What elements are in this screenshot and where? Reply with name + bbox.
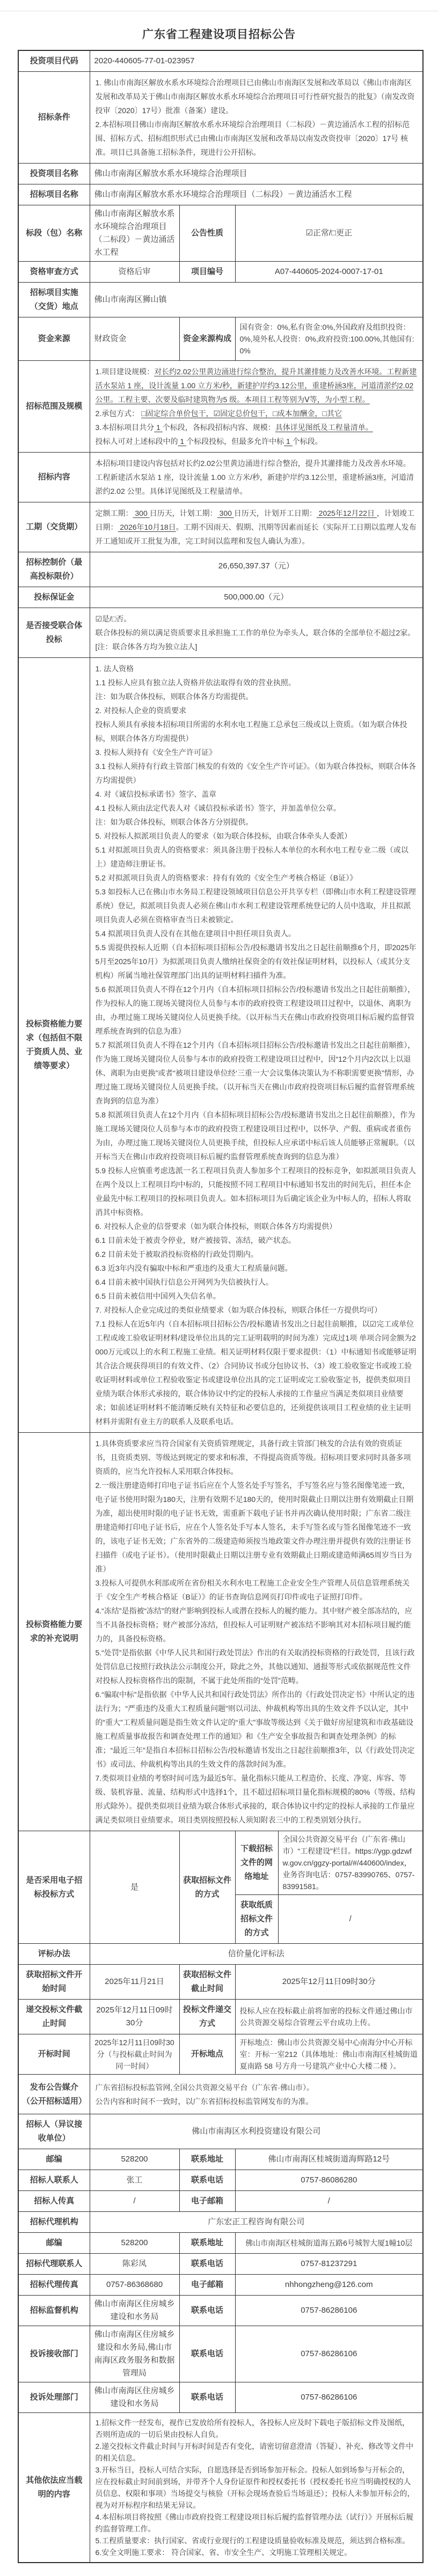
row-investment-code xyxy=(18,50,423,72)
row-section-name xyxy=(18,205,423,262)
label-consortium: 是否接受联合体投标 xyxy=(18,608,90,658)
row-control-price xyxy=(18,552,423,587)
label-evaluation-method: 评标办法 xyxy=(18,1944,90,1965)
value-funding-composition: 国有资金：0%,私有资金:0%,外国政府及组织投资：0%,境外私人投资：0%,政府投资:100.00%,其他国有:0% xyxy=(235,317,423,361)
paragraph: 5.2 对拟派项目负责人的资格要求：持有有效的《安全生产考核合格证（B证）》 xyxy=(95,874,357,882)
label-agency-postcode: 邮编 xyxy=(18,2233,90,2254)
paragraph: 2.递交投标文件截止时间与开标时间是否有变化，请密切留意澄清（答疑）、补充、修改等文件中的相关信息。 xyxy=(95,2442,414,2462)
value-doc-deadline: 2025年12月11日09时30分 xyxy=(235,1965,423,2000)
paragraph: 定额工期： 300 日历天，计划工期： 300 日历天，计划开工日期： 2025年12月22日 ，计划竣工日期： 2026年10月18日。工期不因雨天、假期、汛期等因素而延长（实际开工日期以监理人发布开工通知或开工批复为准，完工时间以监理和发包人确认为准）。 xyxy=(95,509,417,545)
label-agency-address: 联系地址 xyxy=(179,2233,235,2254)
value-consortium xyxy=(90,608,423,658)
label-control-price: 招标控制价（最高投标限价） xyxy=(18,552,90,587)
value-capability-supplement xyxy=(90,1433,423,1831)
value-tenderer-email: / xyxy=(235,2191,423,2212)
paragraph: 6.4 目前未被中国执行信息公开网列为失信被执行人。 xyxy=(95,1278,273,1286)
value-delivery-location: 佛山市南海区狮山镇 xyxy=(90,283,423,317)
paragraph: 1.招标文件一经发布，视作已发放给所有投标人，各投标人应及时下载电子版招标文件及图纸，否则所造成的一切后果由投标人自负。 xyxy=(95,2418,410,2439)
paragraph: 广东省招标投标监管网,全国公共资源交易平台（广东省·佛山市）。 xyxy=(95,2083,315,2092)
row-bid-bond xyxy=(18,587,423,608)
row-other-content xyxy=(18,2413,423,2563)
label-supervisor: 招标监督机构 xyxy=(18,2296,90,2326)
paragraph: 2.本招标项目佛山市南海区解放水系水环境综合治理项目（二标段）－黄边涌活水工程的招标范围、招标方式、招标组织形式已由佛山市南海区发展和改革局以南发改资投审〔2020〕17号 核准。项目已具备施工招标条件，现进行公开招标。 xyxy=(95,120,410,157)
row-qualification-review xyxy=(18,262,423,283)
label-complaint-receive-phone: 联系电话 xyxy=(179,2326,235,2382)
label-funding-source: 资金来源 xyxy=(18,317,90,361)
value-submit-deadline: 2025年12月11日09时30分 xyxy=(90,2000,179,2034)
row-evaluation-method xyxy=(18,1944,423,1965)
paragraph: 注：如为联合体投标，则联合体各方分别提供。 xyxy=(95,818,253,826)
label-tenderer-phone: 联系电话 xyxy=(179,2170,235,2191)
paragraph: 1.具体资质要求应当符合国家有关资质管理规定，具备行政主管部门核发的合法有效的资质证书，且资质类别、等级达到规定的要求和标准，不得提高资质等级。招标项目要求同时具备多项资质的，应当允许投标人采用联合体投标。 xyxy=(95,1439,411,1476)
row-capability-supplement xyxy=(18,1433,423,1831)
paragraph: 3. 投标人须持有《安全生产许可证》 xyxy=(95,748,217,757)
label-download-address: 下载招标文件的网络地址 xyxy=(235,1831,278,1895)
value-tenderer-address: 佛山市南海区桂城街道海辉路12号 xyxy=(235,2149,423,2170)
row-funding-source xyxy=(18,317,423,361)
paragraph: 本招标项目建设内容包括对长约2.02公里黄边涌进行综合整治，提升其灌排能力及改善水环境。工程新建活水泵站 1 座，设计流量 1.00 立方米/秒，新建护岸约3.12公里，重建桥涵3座，河道清淤约2.02 公里。具体详见图纸及工程量清单。 xyxy=(95,459,414,495)
paragraph: 5.8 拟派项目负责人在12个月内（自本招标项目招标公告/投标邀请书发出之日起往前顺推），作为施工现场关键岗位人员参与本市的政府投资工程建设项目过程中，以怀孕、产假、重病或者重伤为由，办理过施工现场关键岗位人员更换手续，但投标人应承诺中标后该人员能够正常履职。（以开标当天在佛山市政府投资项目标后履约监督管理系统查询到的信息为准） xyxy=(95,1111,415,1161)
paragraph: 6.“骗取中标”是指依据《中华人民共和国行政处罚法》所作出的《行政处罚决定书》中所认定的违法行为；“严重违约及重大工程质量问题”则以司法、仲裁机构等出具的生效文件予以认定，其中的“重大”工程质量问题是指生效文件认定的“重大”事故等级达到《关于做好房屋建筑和市政基础设施工程质量事故报告和调查处理工作的通知》和《生产安全事故报告和调查处理条例》的标准；“最近三年”是指自本招标目招标公告/投标邀请书发出之日起往前顺推3年，以《行政处罚决定书》或司法、仲裁机构等出具的生效文件的落款时间为准。 xyxy=(95,1690,415,1768)
value-agency-fax: 0757-86368680 xyxy=(90,2275,179,2296)
paragraph: 5.5 需提供投标人近期（自本招标项目招标公告/投标邀请书发出之日起往前顺推6个月，即2025年5月至2025年10月）为拟派项目负责人缴纳社保资金的有效社保证明材料，以投标人（或其分支机构）所属当地社保管理部门出具的证明材料扫描件为准。 xyxy=(95,943,417,980)
label-capability-supplement: 投标资格能力要求的补充说明 xyxy=(18,1433,90,1831)
paragraph: 6.2 目前未处于被取消投标资格的行政处罚期内。 xyxy=(95,1250,258,1259)
paragraph: 5.“处罚”是指依据《中华人民共和国行政处罚法》作出的有关取消投标资格的行政处罚，且该行政处罚信息已按照行政执法公示制度公开，除此之外，其他以通知、通报等形式或依据规范性文件对投标人投标资格作出的限制，不属于此处所指的“处罚”范畴。 xyxy=(95,1648,415,1685)
row-bid-opening xyxy=(18,2034,423,2075)
paragraph: 4.本招标项目将按照《佛山市政府投资工程建设项目标后履约监督管理办法（试行）》开展标后履约监督管理工作。 xyxy=(95,2513,414,2533)
value-tender-project-name: 佛山市南海区解放水系水环境综合治理项目（二标段）－黄边涌活水工程 xyxy=(90,184,423,205)
row-tenderer-postcode xyxy=(18,2149,423,2170)
paragraph: 3.开标当日，投标人可结合实际，自愿选择是否到场参加开标会。投标人如到场参与开标会的，应在投标截止时间前到场，并带齐个人身份证原件和授权委托书（授权委托书应当明确授权的人员信息、权限和事项）当场提交与核验（开标会现场查验后当场退还）；投标人未参加开标会的，视为对开标程序和结果无异议。 xyxy=(95,2466,415,2510)
label-agency-contact: 招标代理联系人 xyxy=(18,2254,90,2275)
paragraph: 1. 法人资格 xyxy=(95,664,134,673)
label-agency-phone: 联系电话 xyxy=(179,2254,235,2275)
label-supervisor-phone: 联系电话 xyxy=(179,2296,235,2326)
label-complaint-handle: 投诉处理部门 xyxy=(18,2382,90,2413)
label-tender-conditions: 招标条件 xyxy=(18,72,90,164)
value-tenderer: 佛山市南海区水利投资建设有限公司 xyxy=(90,2114,423,2149)
value-announcement-media xyxy=(90,2075,423,2114)
label-e-bidding: 是否采用电子招标投标方式 xyxy=(18,1831,90,1944)
label-announcement-media: 发布公告媒介（公开招标适用） xyxy=(18,2075,90,2114)
row-tenderer xyxy=(18,2114,423,2149)
tender-announcement-table xyxy=(18,50,424,2563)
row-agency-contact xyxy=(18,2254,423,2275)
label-opening-time: 开标时间 xyxy=(18,2034,90,2075)
value-download-address: 全国公共资源交易平台（广东省·佛山市）“工程建设”栏目。https://ygp.gdzwfw.gov.cn/ggzy-portal/#/440600/index，业务咨询电话：0757-83990765、0757-83991581。 xyxy=(278,1831,423,1895)
label-submit-deadline: 递交投标文件截止时间 xyxy=(18,2000,90,2034)
paragraph: 5.1 对拟派项目负责人的资格要求：须具备注册于投标人本单位的水利水电工程专业二级（或以上）建造师注册证书。 xyxy=(95,846,408,868)
label-complaint-receive: 投诉接收部门 xyxy=(18,2326,90,2382)
row-tender-content xyxy=(18,453,423,502)
paragraph: 5.9 投标人应慎重考虑选派一名工程项目负责人参加多个工程项目的投标竞争，如拟派项目负责人在两个及以上工程项目均中标的，只能按照不同工程项目中标通知书发出的时间先后，担任本企业最先中标工程项目的投标项目负责人。如本招标项目为后确定该企业为中标人的，招标人将取消其中标资格。 xyxy=(95,1166,416,1217)
value-project-number: A07-440605-2024-0007-17-01 xyxy=(235,262,423,283)
paragraph: 7.类似项目业绩的考察时间可选为最近5年。量化指标只能从工程造价、长度、净宽、库容、等级、装机容量、流量、结构形式中选择1个，且不超过招标项目量化指标规模的80%（等级、结构形式除外）。提供类似项目业绩为联合体形式承接的，联合体协议中约定的投标人承接的工作量应满足类似项目业绩要求。项目类别按照投标人须知附表三中的工程类别划分执行。 xyxy=(95,1774,415,1824)
value-complaint-receive-phone: 0757-86286106 xyxy=(235,2326,423,2382)
value-complaint-handle-phone: 0757-86286106 xyxy=(235,2382,423,2413)
row-tenderer-fax xyxy=(18,2191,423,2212)
label-paper-doc-method: 获取纸质招标文件的方式 xyxy=(235,1895,278,1944)
value-bid-bond: 500,000.00（元） xyxy=(90,587,423,608)
paragraph: 注：如为联合体投标，则联合体各方均需提供。 xyxy=(95,692,253,701)
paragraph: 4.“冻结”是指被“冻结”的财产影响到投标人或潜在投标人的履约能力。其中财产被全部冻结的，应当不具备投标资格；财产被部分冻结，但投标人可证明财产被冻结不影响其对本招标项目履约能力的，具备投标资格。 xyxy=(95,1607,412,1643)
label-funding-composition: 资金来源构成 xyxy=(179,317,235,361)
label-doc-obtain-method: 获取招标文件的方式 xyxy=(179,1831,235,1944)
label-capability-requirements: 投标资格能力要求（包括但不限于资质人员、业绩等要求） xyxy=(18,658,90,1433)
label-section-name: 标段（包）名称 xyxy=(18,205,90,262)
value-opening-place: 开标地点：佛山市公共资源交易中心南海分中心开标室：开标一室212（具体地址：佛山市南海区桂城街道夏南路 58 号方舟一号建筑产业中心大楼二楼 ）。 xyxy=(235,2034,423,2075)
value-supervisor: 佛山市南海区住房城乡建设和水务局 xyxy=(90,2296,179,2326)
value-supervisor-phone: 0757-86286106 xyxy=(235,2296,423,2326)
paragraph: 3.本招标项目共分 1 个标段，各标段招标内容、规模：具体详见图纸及工程量清单。 xyxy=(95,423,373,432)
paragraph: [注：联合体各方均为独立法人] xyxy=(95,642,198,651)
label-agency-fax: 招标代理传真 xyxy=(18,2275,90,2296)
label-delivery-location: 招标项目实施（交货）地点 xyxy=(18,283,90,317)
paragraph: 5. 对投标人拟派项目负责人的要求（如为联合体投标，由联合体牵头人委派） xyxy=(95,832,352,840)
label-investment-code: 投资项目代码 xyxy=(18,50,90,72)
paragraph: 6.安全文明施工要求： 符合国家、省、市安全生产、文明施工管理相关规定。 xyxy=(95,2548,352,2557)
row-complaint-handle xyxy=(18,2382,423,2413)
value-doc-start-time: 2025年11月21日 xyxy=(90,1965,179,2000)
label-tenderer-fax: 招标人传真 xyxy=(18,2191,90,2212)
row-investment-name xyxy=(18,164,423,184)
paragraph: 1. 佛山市南海区解放水系水环境综合治理项目已由佛山市南海区发展和改革局以《佛山市南海区发展和改革局关于佛山市南海区解放水系水环境综合治理项目可行性研究报告的批复》（南发改资投审〔2020〕17号）批准（备案）建设。 xyxy=(95,78,415,115)
paragraph: 5.7 拟派项目负责人不得在12个月内（自本招标项目招标公告/投标邀请书发出之日起往前顺推），作为施工现场关键岗位人员参与本市的政府投资工程建设项目过程中，因“12个月内2次以上以退休、离职为由更换”或者“被项目建设单位经‘三重一大’会议集体决策认为不称职需要更换”情形，办理过施工现场关键岗位人员更换手续。（以开标当天在佛山市政府投资项目标后履约监督管理系统查询到的信息为准） xyxy=(95,1041,415,1105)
paragraph: 5.6 拟派项目负责人不得在12个月内（自本招标项目招标公告/投标邀请书发出之日起往前顺推），作为投标人的施工现场关键岗位人员参与本市的政府投资工程建设项目过程中，以退休、离职为由，办理过施工现场关键岗位人员更换手续。（以开标当天在佛山市政府投资项目标后履约监督管理系统查询到的信息为准） xyxy=(95,985,415,1035)
value-funding-source: 财政资金 xyxy=(90,317,179,361)
paragraph: 6.5 目前未被信用中国列入失信名单。 xyxy=(95,1292,221,1300)
paragraph: 2.一级注册建造师打印电子证书后应在个人签名处手写签名，手写签名应与签名图像笔迹一致，电子证书使用时限为180天，注册有效期不足180天的，使用时限截止日期以注册有效期截止日期为准，超出使用时限的电子证书无效，需重新下载电子证书并再次确认使用时限；广东省二级注册建造师打印电子证书后，应在个人签名处手写本人签名，未手写签名或与签名图像笔迹不一致的，该电子证书无效；广东省外的二级建造师须按当地政策文件办理注册并提供有效的注册证书扫描件（或电子证书）。（使用时限截止日期以注册专业有效期截止日期或建造师满65周岁当日为准） xyxy=(95,1481,414,1573)
row-tender-project-name xyxy=(18,184,423,205)
value-capability-requirements xyxy=(90,658,423,1433)
paragraph: 公告内容和时间不一致时，以广东省招标投标监管网发布的为准。 xyxy=(95,2097,313,2106)
label-tenderer: 招标人（异议接收单位） xyxy=(18,2114,90,2149)
paragraph: 6.3 近3年内没有骗取中标和严重违约及重大工程质量问题。 xyxy=(95,1264,293,1272)
label-agency: 招标代理机构 xyxy=(18,2212,90,2233)
paragraph: 4. 对《诚信投标承诺书》签字、盖章 xyxy=(95,790,217,798)
value-tenderer-postcode: 528200 xyxy=(90,2149,179,2170)
row-capability-requirements xyxy=(18,658,423,1433)
paragraph: 2.承包方式： □固定综合单价包干，☑固定总价包干，□成本加酬金，□其它 xyxy=(95,409,342,418)
label-tender-project-name: 招标项目名称 xyxy=(18,184,90,205)
paragraph: 联合体投标的须以满足资质要求且承担施工工作的单位为牵头人，联合体的全部单位不超过2家。 xyxy=(95,628,415,637)
value-paper-doc-method: / xyxy=(278,1895,423,1944)
row-tender-scope xyxy=(18,361,423,453)
label-other-content: 其他依法应当载明的内容 xyxy=(18,2413,90,2563)
value-complaint-receive: 佛山市南海区住房城乡建设和水务局,佛山市南海区政务服务和数据管理局 xyxy=(90,2326,179,2382)
paragraph: 3.投标人可提供水利部或所在省份相关水利水电工程施工企业安全生产管理人员信息管理系统关于《安全生产考核合格证（B证）》的证书查询信息网页打印件或电子证照打印件。 xyxy=(95,1579,410,1601)
bottom-spacer xyxy=(0,2563,438,2576)
label-announcement-nature: 公告性质 xyxy=(179,205,235,262)
label-tender-content: 招标内容 xyxy=(18,453,90,502)
label-investment-name: 投资项目名称 xyxy=(18,164,90,184)
label-complaint-handle-phone: 联系电话 xyxy=(179,2382,235,2413)
value-agency: 广东宏正工程咨询有限公司 xyxy=(90,2212,423,2233)
row-agency-postcode xyxy=(18,2233,423,2254)
label-opening-place: 开标地点 xyxy=(179,2034,235,2075)
value-section-name: 佛山市南海区解放水系水环境综合治理项目（二标段）－黄边涌活水工程 xyxy=(90,205,179,262)
paragraph: 4.1 投标人须由法定代表人对《诚信投标承诺书》签字，并加盖单位公章。 xyxy=(95,804,341,812)
value-qualification-review: 资格后审 xyxy=(90,262,179,283)
row-complaint-receive xyxy=(18,2326,423,2382)
label-agency-email: 电子邮箱 xyxy=(179,2275,235,2296)
label-duration: 工期（交货期） xyxy=(18,502,90,552)
label-tender-scope: 招标范围及规模 xyxy=(18,361,90,453)
value-tenderer-fax: / xyxy=(90,2191,179,2212)
row-duration xyxy=(18,502,423,552)
value-announcement-nature: ☑正常/□更正 xyxy=(235,205,423,262)
value-tenderer-phone: 0757-86086280 xyxy=(235,2170,423,2191)
row-agency-fax xyxy=(18,2275,423,2296)
row-submit-deadline xyxy=(18,2000,423,2034)
value-tender-content xyxy=(90,453,423,502)
row-supervisor xyxy=(18,2296,423,2326)
value-agency-postcode: 528200 xyxy=(90,2233,179,2254)
row-consortium xyxy=(18,608,423,658)
label-submit-method: 投标文件递交方式 xyxy=(179,2000,235,2034)
label-project-number: 项目编号 xyxy=(179,262,235,283)
value-tender-conditions xyxy=(90,72,423,164)
label-doc-start-time: 获取招标文件开始时间 xyxy=(18,1965,90,2000)
value-other-content xyxy=(90,2413,423,2563)
row-agency xyxy=(18,2212,423,2233)
value-complaint-handle: 佛山市南海区住房城乡建设和水务局 xyxy=(90,2382,179,2413)
row-doc-obtain-time xyxy=(18,1965,423,2000)
label-tenderer-address: 联系地址 xyxy=(179,2149,235,2170)
paragraph: 1.项目建设规模：对长约2.02公里黄边涌进行综合整治，提升其灌排能力及改善水环境。工程新建活水泵站 1 座，设计流量 1.00 立方米/秒，新建护岸约3.12公里，重建桥涵3座，河道清淤约2.02 公里。工程主要、次要及临时建筑物为5 级。本项目工程等别为Ⅴ等，为小型工程。 xyxy=(95,367,417,404)
label-tenderer-postcode: 邮编 xyxy=(18,2149,90,2170)
value-agency-phone: 0757-81237291 xyxy=(235,2254,423,2275)
paragraph: 6. 对投标人企业的信誉要求（如为联合体投标，则联合体各方均需提供） xyxy=(95,1222,337,1231)
row-delivery-location xyxy=(18,283,423,317)
paragraph: 7. 对投标人企业完成过的类似业绩要求（如为联合体投标，则联合体任一方提供均可） xyxy=(95,1306,382,1314)
row-tenderer-contact xyxy=(18,2170,423,2191)
paragraph: 1.1 投标人应具有独立法人资格并依法取得有效的营业执照。 xyxy=(95,678,296,687)
value-control-price: 26,650,397.37（元） xyxy=(90,552,423,587)
page-title: 广东省工程建设项目招标公告 xyxy=(142,28,296,41)
label-qualification-review: 资格审查方式 xyxy=(18,262,90,283)
paragraph: 5.3 如投标人已在佛山市水务局工程建设领域项目信息公开共享专栏（即佛山市水利工程建设管理系统）登记，拟派项目负责人必须在佛山市水利工程建设管理系统登记的人员中选取，并且拟派项目负责人必须在资格审查当日未被锁定。 xyxy=(95,887,416,924)
value-agency-contact: 陈彩凤 xyxy=(90,2254,179,2275)
value-tenderer-contact: 张工 xyxy=(90,2170,179,2191)
value-e-bidding: 是 xyxy=(90,1831,179,1944)
value-investment-name: 佛山市南海区解放水系水环境综合治理项目 xyxy=(90,164,423,184)
paragraph: 2. 对投标人企业的资质要求 xyxy=(95,706,187,715)
paragraph: 5.工程质量要求：执行国家、省或行业现行的工程建设质量验收标准及规范，须达到合格标准。 xyxy=(95,2536,410,2545)
label-bid-bond: 投标保证金 xyxy=(18,587,90,608)
value-evaluation-method: 信价量化评标法 xyxy=(90,1944,423,1965)
label-tenderer-contact: 招标人联系人 xyxy=(18,2170,90,2191)
value-agency-address: 佛山市南海区桂城街道海五路6号城智大厦1幢10层 xyxy=(235,2233,423,2254)
paragraph: 6.1 目前未处于被责令停业，财产被接管、冻结，破产状态。 xyxy=(95,1236,296,1245)
paragraph: 投标人须具有承接本招标项目所需的水利水电工程施工总承包三级或以上资质。（如为联合体投标，则联合体各方均需提供） xyxy=(95,720,407,743)
row-e-bidding xyxy=(18,1831,423,1895)
value-investment-code: 2020-440605-77-01-023957 xyxy=(90,50,423,72)
value-opening-time: 2025年12月11日09时30分（与投标截止时间为同一时间） xyxy=(90,2034,179,2075)
label-doc-deadline: 获取招标文件截止时间 xyxy=(179,1965,235,2000)
row-announcement-media xyxy=(18,2075,423,2114)
row-tender-conditions xyxy=(18,72,423,164)
paragraph: 投标人可对上述标段中的 1 个标段投标，但最多允许中标 1 个标段。 xyxy=(95,437,323,446)
paragraph: ☑是/□否。 xyxy=(95,615,132,623)
paragraph: 3.1 投标人须持有行政主管部门核发的有效的《安全生产许可证》。（如为联合体投标，则联合体各方均需提供） xyxy=(95,762,416,784)
value-agency-email: nhhongzheng@126.com xyxy=(235,2275,423,2296)
label-tenderer-email: 电子邮箱 xyxy=(179,2191,235,2212)
value-duration xyxy=(90,502,423,552)
value-submit-method: 投标人应在投标截止前将加密的投标文件通过佛山市公共资源交易综合管理云平台成功上传。 xyxy=(235,2000,423,2034)
value-tender-scope xyxy=(90,361,423,453)
paragraph: 7.1 投标人在近5年内（自本招标项目招标公告/投标邀请书发出之日起往前顺推，以☑完工或单位工程或竣工验收证明材料/建设单位出具的完工证明载明的时间为准）完成过1项 单项合同金额为2000万元或以上的水利工程施工业绩。相关证明材料仅限于要求提供：（1）中标通知书或能够证明其合法合规获得项目的有效文件、（2）合同协议书或分包协议书、（3）竣工验收鉴定书或竣工验收证明材料或单位工程验收鉴定书或建设单位出具的完工证明或完工验收鉴定书，提供类似项目业绩为联合体形式承接的，联合体协议中约定的投标人承接的工作量应当满足类似项目业绩要求；如前述证明材料不能清晰反映有关特征和必要信息的，还须提供该项目工程业绩的业主证明材料并需附有业主方的联系人及联系电话。 xyxy=(95,1320,417,1426)
paragraph: 5.4 拟派项目负责人没有在其他在建项目中担任项目负责人。 xyxy=(95,929,296,938)
